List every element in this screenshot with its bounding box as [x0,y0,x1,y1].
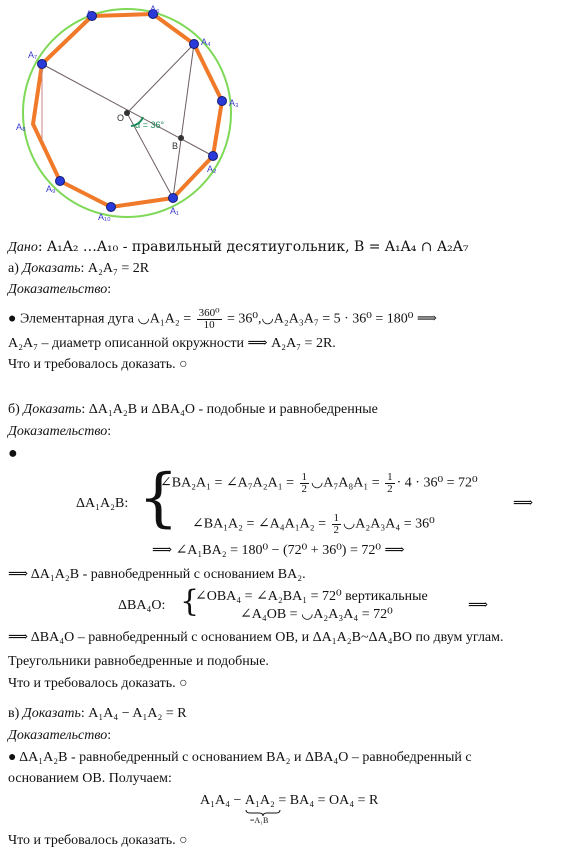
eq2-right: ◡A₂A₃A₄ = 36⁰ [343,516,435,532]
label-angle: α = 36° [135,120,165,130]
arc-fraction-num: 360⁰ [198,307,220,319]
eq1-half-a [300,472,310,495]
part-a-line1-start: ● Элементарная дуга ◡A₁A₂ = [8,311,195,327]
part-a-prove-text: : A₂A₇ = 2R [80,261,150,276]
label-a6: A₆ [150,4,160,14]
system-brace-1: { [138,461,179,535]
part-c-line2: основанием OB. Получаем: [8,771,172,786]
part-c-colon: : [107,728,112,743]
eq1-half-b [385,472,395,495]
eq5: ∠A₄OB = ◡A₂A₃A₄ = 72⁰ [240,607,393,622]
part-a-proof-label: Доказательство [8,282,108,297]
eq1-half-b-den: 2 [387,483,393,495]
eq4: ∠OBA₄ = ∠A₂BA₁ = 72⁰ вертикальные [195,589,428,604]
label-a3: A₃ [229,98,239,108]
eq2-left: ∠BA₁A₂ = ∠A₄A₁A₂ = [192,516,330,532]
part-a-line1 [8,308,437,331]
point-b [178,135,184,141]
eq2-half-num: 1 [333,512,340,524]
vertex-a9 [56,177,65,186]
part-a-proof-heading [8,281,111,299]
part-c-equation [200,792,379,825]
part-a-line1-rest: = 36⁰,◡A₂A₃A₇ = 5 · 36⁰ = 180⁰ ⟹ [223,311,437,327]
part-a-line2: A₂A₇ – диаметр описанной окружности ⟹ A₂A₇ = 2R. [8,336,336,351]
label-a4: A₄ [201,37,211,47]
part-c-proof-label: Доказательство [8,728,108,743]
eq1-half-a-den: 2 [301,483,308,495]
part-b-heading: б) [8,402,24,417]
eq1-half-b-num: 1 [387,471,393,483]
arc-fraction-den: 10 [203,319,215,331]
eq2 [192,513,435,536]
part-c-proof-heading [8,727,111,745]
part-b-proof-heading [8,423,111,441]
vertex-a4 [190,40,199,49]
eq1-left: ∠BA₂A₁ = ∠A₇A₂A₁ = [160,475,298,491]
part-b-concl1: ⟹ ΔA₁A₂B - равнобедренный с основанием BA₂. [8,567,306,582]
label-o: O [117,113,125,123]
part-a-heading: а) [8,261,23,276]
label-a10: A₁₀ [98,212,111,222]
vertex-a2 [209,152,218,161]
arc-fraction [197,308,222,331]
chord-a2-a7 [42,64,213,156]
label-a5: A₅ [86,9,96,19]
label-a8: A₈ [16,122,26,132]
part-b-prove [8,401,378,419]
point-o [124,110,130,116]
segment-o-a4 [127,44,194,113]
implies-arrow-1: ⟹ [513,496,534,511]
eq3: ⟹ ∠A₁BA₂ = 180⁰ − (72⁰ + 36⁰) = 72⁰ ⟹ [152,543,405,558]
underbrace-group [244,792,275,825]
eq2-half [332,513,342,536]
eq1-half-a-num: 1 [301,471,308,483]
part-b-concl2: ⟹ ΔBA₄O – равнобедренный с основанием OB, и ΔA₁A₂B~ΔA₄BO по двум углам. [8,630,504,645]
triangle1-label: ΔA₁A₂B: [76,496,129,511]
part-c-heading: в) [8,706,23,721]
eq2-half-den: 2 [333,524,340,536]
part-c-eq-under: A₁A₂ [244,793,275,808]
part-b-colon: : [107,424,112,439]
vertex-a3 [218,97,227,106]
eq1-right: · 4 · 36⁰ = 72⁰ [396,475,478,491]
vertex-a1 [169,194,178,203]
part-b-prove-text: : ΔA₁A₂B и ΔBA₄O - подобные и равнобедренные [81,402,378,417]
label-a2: A₂ [207,164,217,174]
label-b: B [172,141,179,151]
implies-arrow-2: ⟹ [468,598,489,613]
part-c-prove [8,705,187,723]
system-brace-2: { [180,584,200,619]
part-a-prove [8,260,149,278]
chord-a1-a4 [173,44,194,198]
part-a-qed: Что и требовалось доказать. ○ [8,357,188,372]
part-b-prove-label: Доказать [23,402,82,417]
part-c-qed: Что и требовалось доказать. ○ [8,833,188,848]
vertex-a7 [38,60,47,69]
given-text: : A₁A₂ …A₁₀ - правильный десятиугольник, B = A₁A₄ ∩ A₂A₇ [37,239,469,255]
part-c-eq-b: = BA₄ = OA₄ = R [274,793,379,808]
decagon-figure [0,0,572,232]
given-line [8,238,468,257]
eq1 [160,472,478,495]
part-a-colon: : [107,282,112,297]
label-a1: A₁ [170,206,180,216]
part-a-prove-label: Доказать [22,261,81,276]
part-c-eq-a: A₁A₄ − [200,793,245,808]
part-c-line1: ● ΔA₁A₂B - равнобедренный с основанием BA₂ и ΔBA₄O – равнобедренный с [8,750,472,765]
triangle2-label: ΔBA₄O: [118,598,166,613]
eq1-mid: ◡A₇A₈A₁ = [311,475,384,491]
part-b-bullet: ● [8,445,18,462]
part-c-prove-label: Доказать [22,706,81,721]
brace-note: =A₁B [249,816,269,825]
part-b-proof-label: Доказательство [8,424,108,439]
part-c-prove-text: : A₁A₄ − A₁A₂ = R [80,706,187,721]
vertex-a10 [107,203,116,212]
given-label: Дано [8,240,38,255]
part-b-concl3: Треугольники равнобедренные и подобные. [8,654,269,669]
label-a9: A₉ [46,184,56,194]
part-b-qed: Что и требовалось доказать. ○ [8,676,188,691]
label-a7: A₇ [28,50,38,60]
